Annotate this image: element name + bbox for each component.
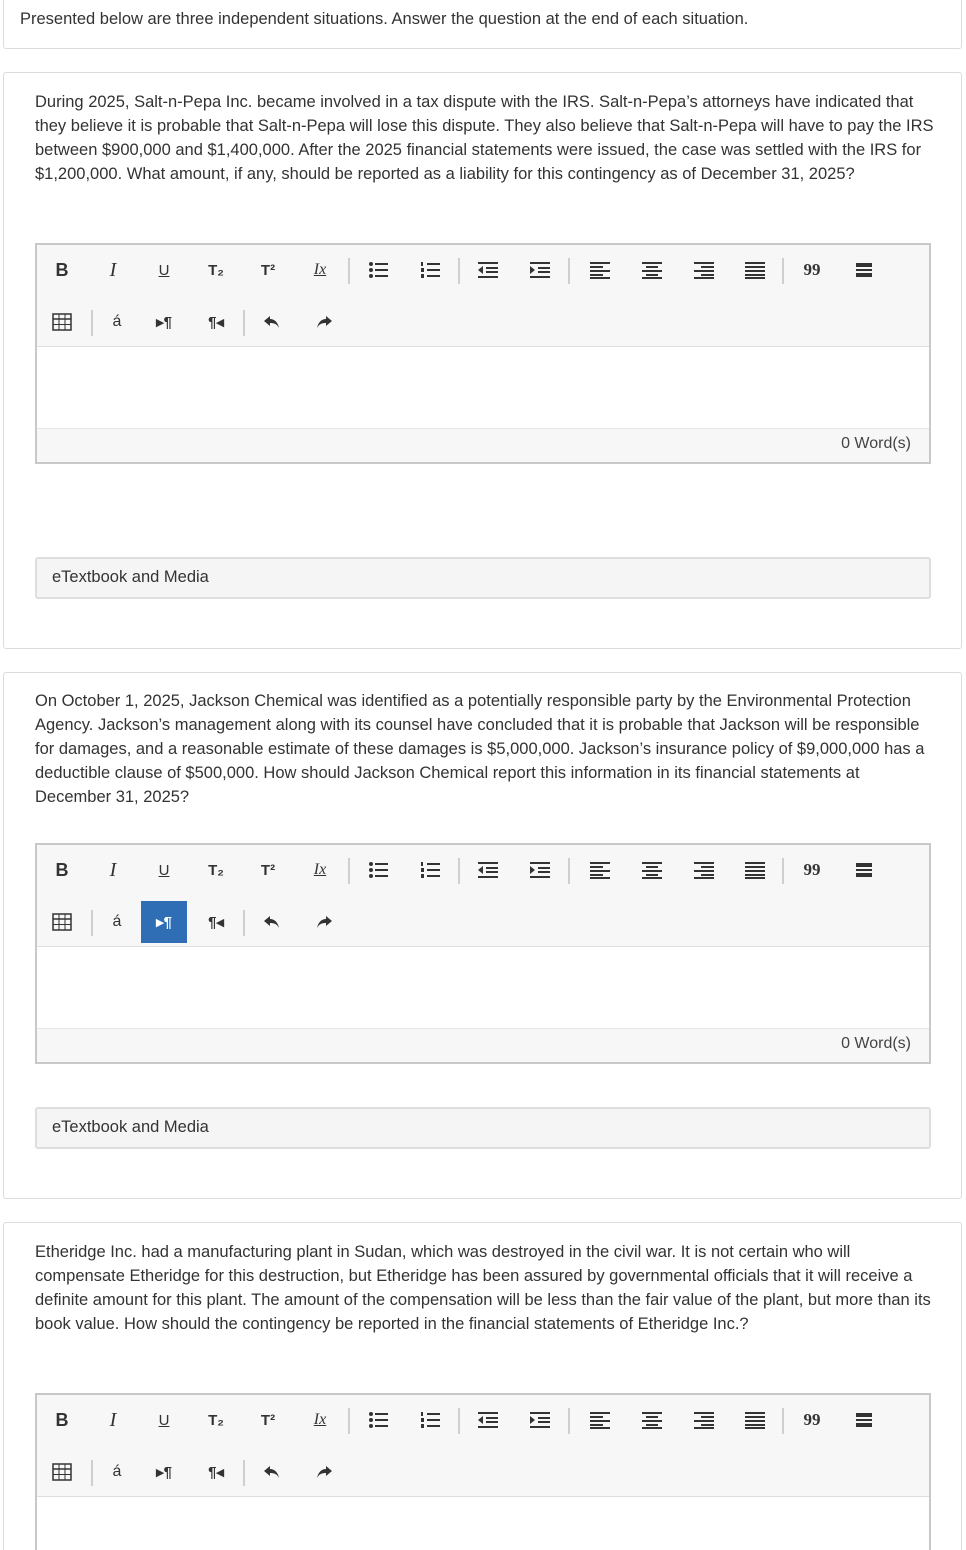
redo-icon: [315, 915, 333, 929]
undo-icon: [263, 1465, 281, 1479]
italic-icon: I: [109, 258, 117, 281]
special-character-button[interactable]: [100, 1456, 134, 1488]
rtl-button[interactable]: [199, 906, 233, 938]
undo-button[interactable]: [255, 1456, 289, 1488]
ltr-icon: ▸¶: [156, 314, 172, 331]
special-character-button[interactable]: [100, 306, 134, 338]
remove-format-icon: Ix: [313, 1411, 327, 1428]
rtl-button[interactable]: [199, 1456, 233, 1488]
superscript-button[interactable]: [251, 1404, 285, 1436]
editor-toolbar: [37, 1395, 929, 1497]
etextbook-media-link[interactable]: [35, 557, 931, 599]
toolbar-separator: [348, 858, 350, 884]
align-left-icon: [590, 861, 610, 879]
outdent-icon: [478, 261, 498, 279]
toolbar-separator: [458, 1408, 460, 1434]
bold-icon: B: [55, 259, 69, 280]
toolbar-separator: [782, 1408, 784, 1434]
instructions-text: Presented below are three independent situations. Answer the question at the end of each situation.: [20, 10, 749, 28]
bold-button[interactable]: [45, 1404, 79, 1436]
answer-text-area[interactable]: [37, 348, 929, 430]
horizontal-rule-icon: [855, 862, 873, 878]
align-justify-icon: [745, 261, 765, 279]
horizontal-rule-icon: [855, 262, 873, 278]
toolbar-separator: [91, 1460, 93, 1486]
numbered-list-button[interactable]: [413, 854, 447, 886]
remove-format-button[interactable]: [303, 1404, 337, 1436]
rtl-button[interactable]: [199, 306, 233, 338]
underline-button[interactable]: [147, 854, 181, 886]
editor-toolbar: [37, 245, 929, 347]
special-character-icon: á: [112, 913, 122, 930]
table-button[interactable]: [45, 306, 79, 338]
blockquote-icon: 99: [803, 860, 821, 879]
align-right-icon: [694, 1411, 714, 1429]
toolbar-separator: [348, 1408, 350, 1434]
word-count-bar: [37, 428, 929, 462]
toolbar-separator: [568, 258, 570, 284]
bold-icon: B: [55, 859, 69, 880]
toolbar-separator: [91, 910, 93, 936]
undo-icon: [263, 915, 281, 929]
align-right-button[interactable]: [687, 854, 721, 886]
subscript-button[interactable]: [199, 854, 233, 886]
italic-button[interactable]: [96, 854, 130, 886]
word-count: 0 Word(s): [841, 1035, 911, 1052]
underline-icon: U: [158, 861, 170, 879]
editor-toolbar: [37, 845, 929, 947]
bulleted-list-button[interactable]: [361, 254, 395, 286]
bulleted-list-icon: [368, 1411, 388, 1429]
bold-icon: B: [55, 1409, 69, 1430]
underline-button[interactable]: [147, 254, 181, 286]
italic-button[interactable]: [96, 1404, 130, 1436]
toolbar-separator: [568, 858, 570, 884]
subscript-icon: T₂: [208, 261, 224, 279]
toolbar-separator: [782, 258, 784, 284]
question-text-2: On October 1, 2025, Jackson Chemical was identified as a potentially responsible party by the Environmental Protection Agency. Jackson’s management along with its counsel have concluded that it is probable that Jackson will be responsible for damages, and a reasonable estimate of these damages is $5,000,000. Jackson’s insurance policy of $9,000,000 has a deductible clause of $500,000. How should Jackson Chemical report this information in its financial statements at December 31, 2025?: [35, 692, 925, 806]
align-justify-button[interactable]: [738, 254, 772, 286]
blockquote-button[interactable]: [795, 854, 829, 886]
bulleted-list-icon: [368, 861, 388, 879]
toolbar-separator: [568, 1408, 570, 1434]
blockquote-button[interactable]: [795, 254, 829, 286]
question-text-3: Etheridge Inc. had a manufacturing plant in Sudan, which was destroyed in the civil war. It is not certain who will compensate Etheridge for this destruction, but Etheridge has been assured by governmental officials that it will receive a definite amount for this plant. The amount of the compensation will be less than the fair value of the plant, but more than its book value. How should the contingency be reported in the financial statements of Etheridge Inc.?: [35, 1243, 931, 1333]
blockquote-icon: 99: [803, 260, 821, 279]
etextbook-media-label: eTextbook and Media: [52, 1118, 209, 1136]
underline-icon: U: [158, 261, 170, 279]
numbered-list-icon: [420, 861, 440, 879]
question-card-1: [3, 72, 962, 649]
superscript-button[interactable]: [251, 854, 285, 886]
horizontal-rule-icon: [855, 1412, 873, 1428]
align-justify-button[interactable]: [738, 1404, 772, 1436]
redo-icon: [315, 1465, 333, 1479]
remove-format-icon: Ix: [313, 861, 327, 878]
align-right-button[interactable]: [687, 254, 721, 286]
undo-button[interactable]: [255, 306, 289, 338]
rtl-icon: ¶◂: [208, 314, 224, 331]
undo-icon: [263, 315, 281, 329]
special-character-icon: á: [112, 313, 122, 330]
toolbar-separator: [243, 310, 245, 336]
align-center-button[interactable]: [635, 854, 669, 886]
horizontal-rule-button[interactable]: [847, 854, 881, 886]
outdent-button[interactable]: [471, 1404, 505, 1436]
remove-format-button[interactable]: [303, 854, 337, 886]
blockquote-icon: 99: [803, 1410, 821, 1429]
outdent-button[interactable]: [471, 254, 505, 286]
align-left-icon: [590, 261, 610, 279]
bulleted-list-icon: [368, 261, 388, 279]
answer-text-area[interactable]: [37, 1498, 929, 1550]
etextbook-media-link[interactable]: [35, 1107, 931, 1149]
ltr-button[interactable]: [147, 1456, 181, 1488]
numbered-list-icon: [420, 261, 440, 279]
blockquote-button[interactable]: [795, 1404, 829, 1436]
subscript-icon: T₂: [208, 1411, 224, 1429]
italic-icon: I: [109, 1408, 117, 1431]
align-center-button[interactable]: [635, 254, 669, 286]
redo-button[interactable]: [307, 306, 341, 338]
numbered-list-button[interactable]: [413, 1404, 447, 1436]
toolbar-separator: [782, 858, 784, 884]
special-character-icon: á: [112, 1463, 122, 1480]
align-center-button[interactable]: [635, 1404, 669, 1436]
align-center-icon: [642, 1411, 662, 1429]
subscript-button[interactable]: [199, 254, 233, 286]
numbered-list-button[interactable]: [413, 254, 447, 286]
align-justify-icon: [745, 1411, 765, 1429]
toolbar-separator: [348, 258, 350, 284]
underline-button[interactable]: [147, 1404, 181, 1436]
remove-format-button[interactable]: [303, 254, 337, 286]
bulleted-list-button[interactable]: [361, 854, 395, 886]
superscript-icon: T²: [260, 1411, 276, 1429]
superscript-icon: T²: [260, 861, 276, 879]
indent-button[interactable]: [523, 854, 557, 886]
outdent-icon: [478, 1411, 498, 1429]
horizontal-rule-button[interactable]: [847, 254, 881, 286]
indent-icon: [530, 1411, 550, 1429]
toolbar-separator: [243, 1460, 245, 1486]
toolbar-separator: [91, 310, 93, 336]
align-justify-button[interactable]: [738, 854, 772, 886]
outdent-button[interactable]: [471, 854, 505, 886]
indent-button[interactable]: [523, 1404, 557, 1436]
rtl-icon: ¶◂: [208, 914, 224, 931]
bold-button[interactable]: [45, 854, 79, 886]
table-icon: [52, 313, 72, 331]
table-icon: [52, 913, 72, 931]
rtl-icon: ¶◂: [208, 1464, 224, 1481]
word-count-bar: [37, 1028, 929, 1062]
indent-icon: [530, 261, 550, 279]
etextbook-media-label: eTextbook and Media: [52, 568, 209, 586]
italic-icon: I: [109, 858, 117, 881]
align-left-button[interactable]: [583, 254, 617, 286]
numbered-list-icon: [420, 1411, 440, 1429]
question-text-1: During 2025, Salt-n-Pepa Inc. became involved in a tax dispute with the IRS. Salt-n-Pepa’s attorneys have indicated that they believe it is probable that Salt-n-Pepa will lose this dispute. They also believe that Salt-n-Pepa will have to pay the IRS between $900,000 and $1,400,000. After the 2025 financial statements were issued, the case was settled with the IRS for $1,200,000. What amount, if any, should be reported as a liability for this contingency as of December 31, 2025?: [35, 93, 934, 183]
answer-text-area[interactable]: [37, 948, 929, 1030]
align-left-button[interactable]: [583, 854, 617, 886]
align-left-button[interactable]: [583, 1404, 617, 1436]
superscript-icon: T²: [260, 261, 276, 279]
underline-icon: U: [158, 1411, 170, 1429]
ltr-icon: ▸¶: [156, 914, 172, 931]
align-justify-icon: [745, 861, 765, 879]
remove-format-icon: Ix: [313, 261, 327, 278]
table-button[interactable]: [45, 1456, 79, 1488]
special-character-button[interactable]: [100, 906, 134, 938]
ltr-button[interactable]: [147, 306, 181, 338]
indent-button[interactable]: [523, 254, 557, 286]
redo-button[interactable]: [307, 1456, 341, 1488]
answer-editor-1: [35, 243, 931, 464]
italic-button[interactable]: [96, 254, 130, 286]
toolbar-separator: [458, 858, 460, 884]
toolbar-separator: [458, 258, 460, 284]
ltr-button[interactable]: [141, 901, 187, 943]
question-card-3: [3, 1222, 962, 1550]
subscript-icon: T₂: [208, 861, 224, 879]
indent-icon: [530, 861, 550, 879]
instructions: [3, 0, 962, 49]
align-right-icon: [694, 261, 714, 279]
align-left-icon: [590, 1411, 610, 1429]
superscript-button[interactable]: [251, 254, 285, 286]
align-center-icon: [642, 261, 662, 279]
redo-button[interactable]: [307, 906, 341, 938]
toolbar-separator: [243, 910, 245, 936]
table-button[interactable]: [45, 906, 79, 938]
answer-editor-2: [35, 843, 931, 1064]
table-icon: [52, 1463, 72, 1481]
align-right-button[interactable]: [687, 1404, 721, 1436]
word-count: 0 Word(s): [841, 435, 911, 452]
horizontal-rule-button[interactable]: [847, 1404, 881, 1436]
undo-button[interactable]: [255, 906, 289, 938]
bold-button[interactable]: [45, 254, 79, 286]
align-right-icon: [694, 861, 714, 879]
outdent-icon: [478, 861, 498, 879]
bulleted-list-button[interactable]: [361, 1404, 395, 1436]
subscript-button[interactable]: [199, 1404, 233, 1436]
redo-icon: [315, 315, 333, 329]
align-center-icon: [642, 861, 662, 879]
answer-editor-3: [35, 1393, 931, 1550]
ltr-icon: ▸¶: [156, 1464, 172, 1481]
question-card-2: [3, 672, 962, 1199]
